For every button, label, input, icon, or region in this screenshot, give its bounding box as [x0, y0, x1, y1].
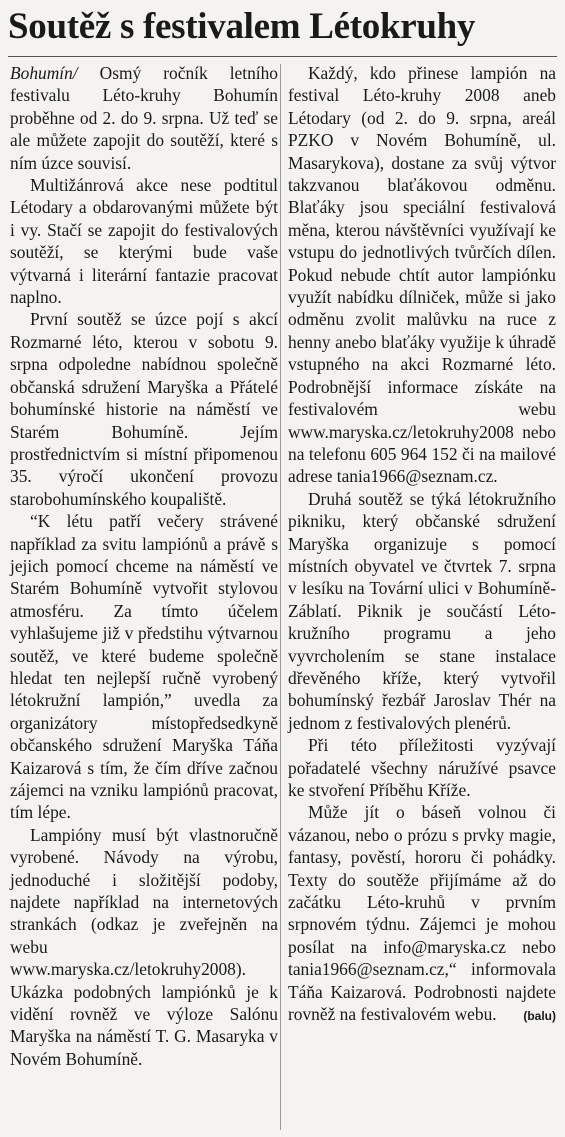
headline-rule: [8, 56, 557, 57]
byline: (balu): [523, 1009, 556, 1024]
paragraph: Při této příležitosti vyzývají pořadatelé všechny náružívé psavce ke stvoření Příběhu Kříže.: [288, 735, 556, 800]
article-headline: Soutěž s festivalem Létokruhy: [8, 6, 476, 47]
dateline: Bohumín/: [10, 63, 78, 83]
paragraph: Každý, kdo přinese lampión na festival Léto-kruhy 2008 aneb Létodary (od 2. do 9. srpna, areál PZKO v Novém Bohumíně, ul. Masarykova), dostane za svůj výtvor takzvanou blaťákovou odměnu. Blaťáky jsou speciální festivalová měna, kterou návštěvníci využívají ke vstupu do jednotlivých tvůrčích dílen. Pokud nebude chtít autor lampiónku využít nabídku dílniček, může si jako odměnu zvolit malůvku na ruce z henny anebo blaťáky využije k úhradě vstupného na akci Rozmarné léto. Podrobnější informace získáte na festivalovém webu www.maryska.cz/letokruhy2008 nebo na telefonu 605 964 152 či na mailové adrese tania1966@seznam.cz.: [288, 63, 556, 487]
paragraph: [288, 801, 556, 1025]
paragraph: Druhá soutěž se týká létokružního pikniku, který občanské sdružení Maryška organizuje s pomocí místních obyvatel ve čtvrtek 7. srpna v lesíku na Tovární ulici v Bohumíně-Záblatí. Piknik je součástí Léto-kružního programu a jeho vyvrcholením se stane instalace dřevěného kříže, který vytvořil bohumínský řezbář Jaroslav Thér na jednom z festivalových plenérů.: [288, 488, 556, 733]
paragraph: Lampióny musí být vlastnoručně vyrobené. Návody na výrobu, jednoduché i složitější podoby, najdete například na internetových strankách (odkaz je zveřejněn na webu www.maryska.cz/letokruhy2008). Ukázka podobných lampiónků je k vidění rovněž ve výloze Salónu Maryška na náměstí T. G. Masaryka v Novém Bohumíně.: [10, 824, 278, 1069]
column-divider: [280, 64, 281, 1130]
paragraph-text: Může jít o báseň volnou či vázanou, nebo o prózu s prvky magie, fantasy, pověstí, hororu či pohádky. Texty do soutěže přijímáme až do začátku Léto-kruhů v prvním srpnovém týdnu. Zájemci je mohou posílat na info@maryska.cz nebo tania1966@seznam.cz,“ informovala Táňa Kaizarová. Podrobnosti najdete rovněž na festivalovém webu.: [288, 802, 556, 1025]
paragraph: [10, 62, 278, 174]
right-column: [288, 62, 556, 1027]
paragraph-text: Osmý ročník letního festivalu Léto-kruhy Bohumín proběhne od 2. do 9. srpna. Už teď se ale můžete zapojit do soutěží, které s ním úzce souvisí.: [10, 63, 278, 173]
paragraph: “K létu patří večery strávené například za svitu lampiónů a právě s jejich pomocí chceme na náměstí ve Starém Bohumíně vytvořit stylovou atmosféru. Za tímto účelem vyhlašujeme již v předstihu výtvarnou soutěž, ve které budeme společně hledat ten nejlepší ručně vyrobený létokružní lampión,” uvedla za organizátory místopředsedkyně občanského sdružení Maryška Táňa Kaizarová s tím, že čím dříve začnou zájemci na vzniku lampiónů pracovat, tím lépe.: [10, 511, 278, 823]
paragraph: Multižánrová akce nese podtitul Létodary a obdarovanými můžete být i vy. Stačí se zapojit do festivalových soutěží, se kterými bude vaše výtvarná i literární fantazie pracovat naplno.: [10, 175, 278, 308]
left-column: [10, 62, 278, 1070]
paragraph: První soutěž se úzce pojí s akcí Rozmarné léto, kterou v sobotu 9. srpna odpoledne nabídnou společně občanská sdružení Maryška a Přátelé bohumínské historie na náměstí ve Starém Bohumíně. Jejím prostřednictvím si místní připomenou 35. výročí ukončení provozu starobohumínského koupaliště.: [10, 309, 278, 509]
